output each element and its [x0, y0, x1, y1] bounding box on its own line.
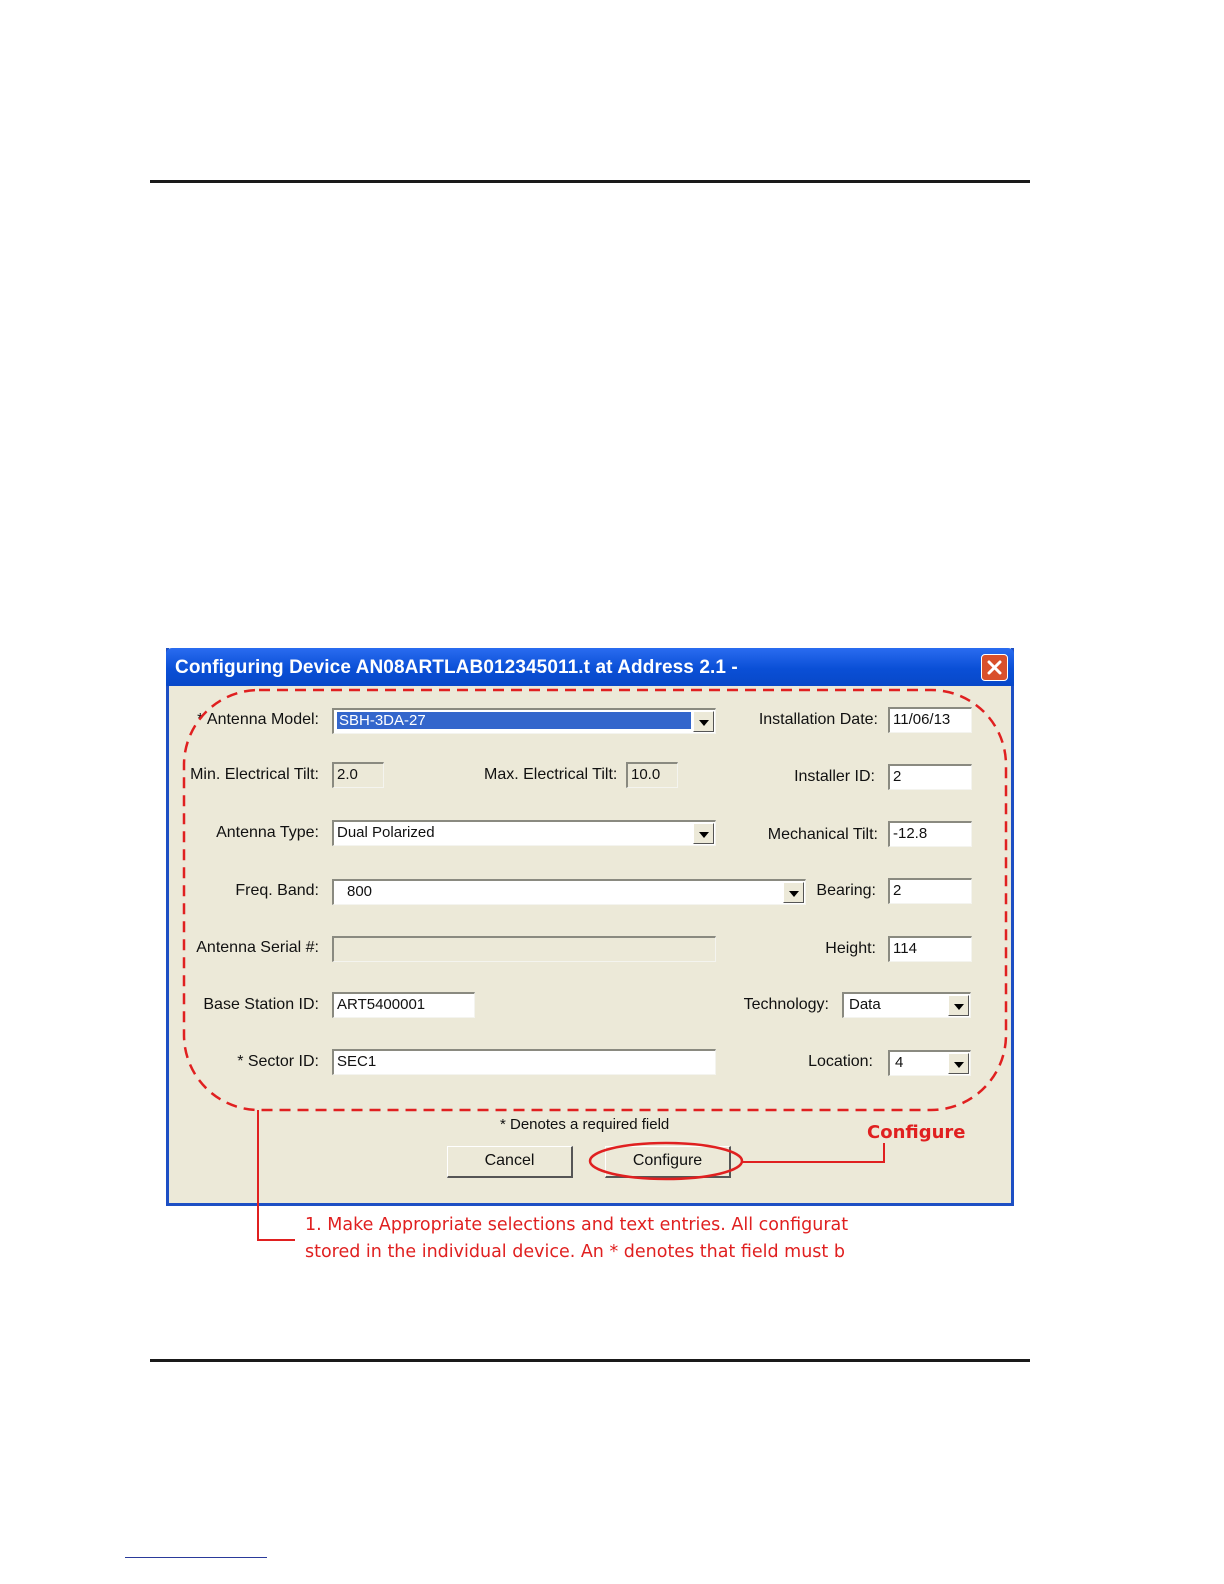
min-tilt-field: 2.0 [332, 762, 384, 788]
sector-label: * Sector ID: [237, 1053, 319, 1070]
technology-label: Technology: [743, 996, 829, 1013]
configure-button[interactable]: Configure [605, 1146, 731, 1178]
max-tilt-field: 10.0 [626, 762, 678, 788]
step1-line2: stored in the individual device. An * denotes that field must b [305, 1242, 845, 1262]
height-field[interactable]: 114 [888, 936, 972, 962]
step1-line1: 1. Make Appropriate selections and text entries. All configurat [305, 1215, 849, 1235]
location-label: Location: [808, 1053, 873, 1070]
window-title: Configuring Device AN08ARTLAB012345011.t at Address 2.1 - [175, 657, 738, 678]
freq-band-label: Freq. Band: [235, 882, 319, 899]
form-highlight-outline [184, 690, 1006, 1110]
configure-highlight-ellipse [590, 1143, 742, 1179]
technology-value: Data [849, 996, 881, 1013]
bottom-rule [150, 1359, 1030, 1362]
antenna-type-value: Dual Polarized [337, 824, 435, 841]
antenna-model-label: * Antenna Model: [197, 711, 319, 728]
required-note: * Denotes a required field [500, 1116, 670, 1133]
bearing-field[interactable]: 2 [888, 878, 972, 904]
mech-tilt-label: Mechanical Tilt: [767, 826, 878, 843]
base-station-field[interactable]: ART5400001 [332, 992, 475, 1018]
antenna-type-label: Antenna Type: [216, 824, 319, 841]
cancel-button[interactable]: Cancel [447, 1146, 573, 1178]
height-label: Height: [825, 940, 876, 957]
max-tilt-label: Max. Electrical Tilt: [484, 766, 618, 783]
install-date-field[interactable]: 11/06/13 [888, 707, 972, 733]
location-value: 4 [895, 1054, 904, 1071]
antenna-model-value: SBH-3DA-27 [337, 712, 691, 729]
configure-callout-line [742, 1143, 884, 1162]
configure-annotation: Configure [867, 1122, 966, 1143]
freq-band-value: 800 [347, 883, 373, 900]
serial-label: Antenna Serial #: [196, 939, 319, 956]
base-station-label: Base Station ID: [203, 996, 319, 1013]
bearing-label: Bearing: [816, 882, 876, 899]
installer-id-field[interactable]: 2 [888, 764, 972, 790]
install-date-label: Installation Date: [758, 711, 878, 728]
min-tilt-label: Min. Electrical Tilt: [190, 766, 319, 783]
footer-link-underline [125, 1557, 267, 1558]
mech-tilt-field[interactable]: -12.8 [888, 821, 972, 847]
sector-field[interactable]: SEC1 [332, 1049, 716, 1075]
installer-id-label: Installer ID: [794, 768, 875, 785]
step-callout-line [258, 1110, 295, 1240]
